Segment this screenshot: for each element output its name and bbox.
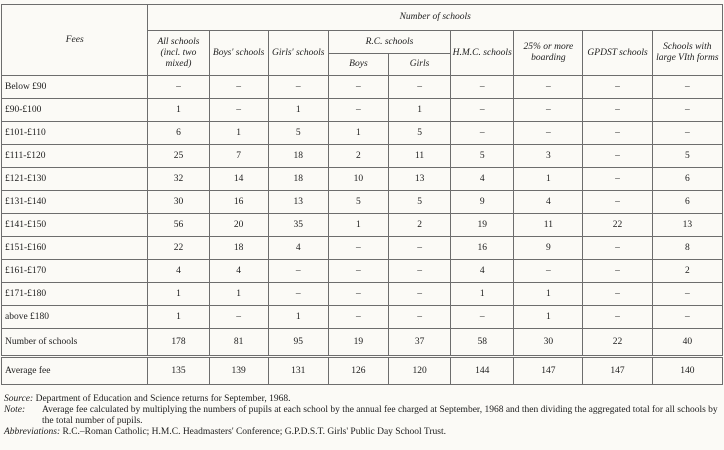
cell: 37	[388, 329, 450, 357]
cell: 18	[268, 145, 328, 168]
cell: –	[583, 122, 652, 145]
cell: 135	[148, 357, 209, 385]
abbreviations-text: R.C.–Roman Catholic; H.M.C. Headmasters' Conference; G.P.D.S.T. Girls' Public Day School Trust.	[62, 427, 446, 437]
cell: 5	[268, 122, 328, 145]
cell: 95	[268, 329, 328, 357]
cell: 16	[451, 237, 514, 260]
cell: –	[514, 76, 583, 99]
table-row	[2, 283, 723, 306]
cell: –	[652, 283, 722, 306]
cell: –	[328, 76, 388, 99]
cell: 140	[652, 357, 722, 385]
cell: –	[328, 306, 388, 329]
cell: –	[451, 76, 514, 99]
cell: –	[268, 76, 328, 99]
source-note	[4, 394, 720, 405]
fee-band-label: £161-£170	[2, 260, 148, 283]
cell: 18	[268, 168, 328, 191]
cell: –	[148, 76, 209, 99]
fee-band-label: £131-£140	[2, 191, 148, 214]
cell: 1	[388, 99, 450, 122]
cell: 30	[148, 191, 209, 214]
cell: 5	[451, 145, 514, 168]
cell: 11	[388, 145, 450, 168]
col-all-schools: All schools (incl. two mixed)	[148, 31, 209, 76]
cell: 8	[652, 237, 722, 260]
cell: 1	[148, 306, 209, 329]
cell: 13	[652, 214, 722, 237]
cell: 1	[148, 283, 209, 306]
cell: 144	[451, 357, 514, 385]
cell: –	[451, 306, 514, 329]
cell: –	[583, 145, 652, 168]
col-rc-schools: R.C. schools	[328, 31, 450, 54]
cell: 1	[268, 99, 328, 122]
cell: –	[268, 283, 328, 306]
cell: 14	[209, 168, 268, 191]
cell: 139	[209, 357, 268, 385]
fee-band-label: £111-£120	[2, 145, 148, 168]
cell: –	[388, 76, 450, 99]
table-row	[2, 191, 723, 214]
cell: 5	[388, 122, 450, 145]
cell: –	[583, 237, 652, 260]
cell: –	[328, 99, 388, 122]
cell: 1	[148, 99, 209, 122]
col-gpdst-schools: GPDST schools	[583, 31, 652, 76]
cell: –	[451, 122, 514, 145]
cell: 1	[268, 306, 328, 329]
cell: 81	[209, 329, 268, 357]
table-row	[2, 122, 723, 145]
cell: –	[388, 260, 450, 283]
cell: 4	[451, 168, 514, 191]
cell: –	[583, 76, 652, 99]
cell: 131	[268, 357, 328, 385]
cell: –	[583, 99, 652, 122]
col-rc-boys: Boys	[328, 54, 388, 76]
fee-band-label: £90-£100	[2, 99, 148, 122]
cell: –	[328, 237, 388, 260]
cell: 56	[148, 214, 209, 237]
table-row	[2, 168, 723, 191]
cell: 16	[209, 191, 268, 214]
cell: 13	[268, 191, 328, 214]
row-label: Number of schools	[2, 329, 148, 357]
cell: –	[652, 76, 722, 99]
cell: –	[209, 99, 268, 122]
table-row	[2, 145, 723, 168]
col-hmc-schools: H.M.C. schools	[451, 31, 514, 76]
cell: 1	[514, 306, 583, 329]
cell: 4	[451, 260, 514, 283]
note-text: Average fee calculated by multiplying the numbers of pupils at each school by the annual fee charged at September, 1968 and then dividing the aggregated total for all schools by the total number of pupils.	[42, 405, 718, 426]
cell: –	[328, 283, 388, 306]
table-row	[2, 306, 723, 329]
cell: –	[209, 76, 268, 99]
cell: 126	[328, 357, 388, 385]
cell: –	[652, 306, 722, 329]
cell: 11	[514, 214, 583, 237]
cell: 4	[268, 237, 328, 260]
cell: –	[514, 260, 583, 283]
cell: 1	[451, 283, 514, 306]
cell: 2	[652, 260, 722, 283]
table-row	[2, 237, 723, 260]
cell: 19	[451, 214, 514, 237]
abbreviations-label: Abbreviations:	[4, 427, 61, 437]
cell: 1	[328, 214, 388, 237]
cell: –	[583, 283, 652, 306]
cell: 6	[652, 191, 722, 214]
fees-table	[1, 4, 723, 385]
abbreviations-note	[4, 427, 720, 438]
cell: –	[451, 99, 514, 122]
footnotes	[4, 394, 720, 438]
cell: 30	[514, 329, 583, 357]
method-note	[4, 405, 720, 427]
cell: 1	[209, 122, 268, 145]
col-boys-schools: Boys' schools	[209, 31, 268, 76]
cell: 5	[652, 145, 722, 168]
cell: 7	[209, 145, 268, 168]
cell: 25	[148, 145, 209, 168]
cell: 6	[652, 168, 722, 191]
cell: 22	[583, 329, 652, 357]
source-label: Source:	[4, 394, 34, 404]
cell: 1	[328, 122, 388, 145]
fee-band-label: £101-£110	[2, 122, 148, 145]
cell: 22	[148, 237, 209, 260]
cell: 120	[388, 357, 450, 385]
note-label: Note:	[4, 405, 26, 415]
cell: 20	[209, 214, 268, 237]
cell: –	[652, 122, 722, 145]
cell: –	[514, 122, 583, 145]
cell: 2	[328, 145, 388, 168]
cell: 18	[209, 237, 268, 260]
number-of-schools-header: Number of schools	[148, 5, 723, 31]
cell: 2	[388, 214, 450, 237]
fee-band-label: Below £90	[2, 76, 148, 99]
cell: 40	[652, 329, 722, 357]
cell: 6	[148, 122, 209, 145]
cell: 19	[328, 329, 388, 357]
cell: –	[652, 99, 722, 122]
cell: 32	[148, 168, 209, 191]
cell: 147	[514, 357, 583, 385]
table-row	[2, 214, 723, 237]
cell: 9	[514, 237, 583, 260]
cell: –	[514, 99, 583, 122]
fee-band-label: £121-£130	[2, 168, 148, 191]
cell: 13	[388, 168, 450, 191]
cell: –	[209, 306, 268, 329]
fee-band-label: £151-£160	[2, 237, 148, 260]
cell: 1	[514, 283, 583, 306]
table-row	[2, 99, 723, 122]
cell: 147	[583, 357, 652, 385]
col-vith-forms: Schools with large VIth forms	[652, 31, 722, 76]
fee-band-label: £141-£150	[2, 214, 148, 237]
fee-band-label: £171-£180	[2, 283, 148, 306]
cell: –	[583, 306, 652, 329]
cell: –	[388, 283, 450, 306]
cell: 3	[514, 145, 583, 168]
cell: –	[268, 260, 328, 283]
col-rc-girls: Girls	[388, 54, 450, 76]
cell: 22	[583, 214, 652, 237]
table-row	[2, 260, 723, 283]
row-label: Average fee	[2, 357, 148, 385]
cell: 4	[148, 260, 209, 283]
cell: 58	[451, 329, 514, 357]
cell: 5	[388, 191, 450, 214]
cell: 1	[209, 283, 268, 306]
fees-header: Fees	[2, 5, 148, 76]
cell: 9	[451, 191, 514, 214]
average-fee-row	[2, 357, 723, 385]
cell: 10	[328, 168, 388, 191]
cell: –	[583, 260, 652, 283]
cell: 4	[209, 260, 268, 283]
cell: –	[328, 260, 388, 283]
cell: –	[583, 168, 652, 191]
col-girls-schools: Girls' schools	[268, 31, 328, 76]
col-boarding: 25% or more boarding	[514, 31, 583, 76]
cell: –	[583, 191, 652, 214]
number-of-schools-row	[2, 329, 723, 357]
source-text: Department of Education and Science returns for September, 1968.	[35, 394, 291, 404]
cell: –	[388, 306, 450, 329]
cell: 1	[514, 168, 583, 191]
table-row	[2, 76, 723, 99]
cell: 4	[514, 191, 583, 214]
cell: 35	[268, 214, 328, 237]
cell: 178	[148, 329, 209, 357]
cell: 5	[328, 191, 388, 214]
fee-band-label: above £180	[2, 306, 148, 329]
cell: –	[388, 237, 450, 260]
